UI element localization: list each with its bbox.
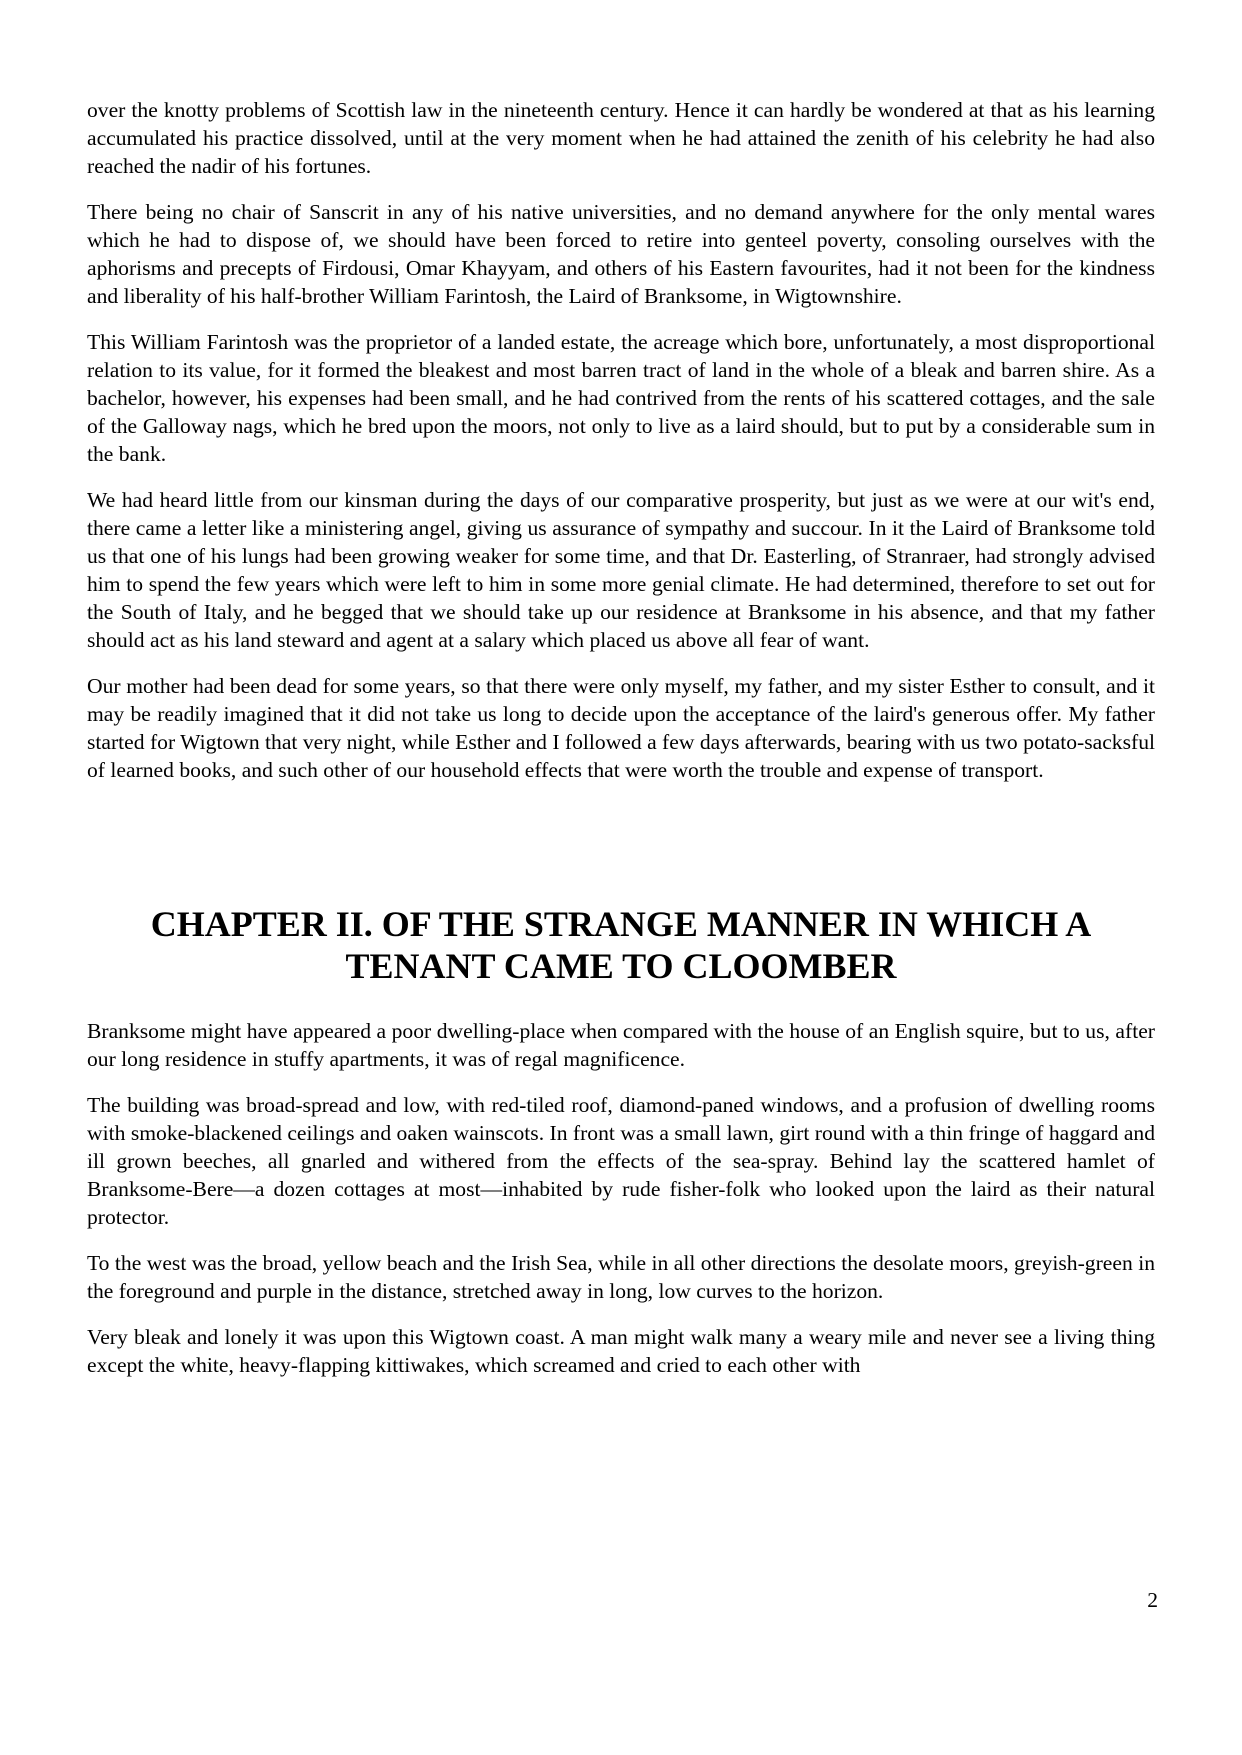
paragraph: Our mother had been dead for some years, so that there were only myself, my father, and my sister Esther to consult, and it may be readily imagined that it did not take us long to decide upon the acceptance of the laird's generous offer. My father started for Wigtown that very night, while Esther and I followed a few days afterwards, bearing with us two potato-sacksful of learned books, and such other of our household effects that were worth the trouble and expense of transport. bbox=[87, 674, 1155, 782]
paragraph: over the knotty problems of Scottish law in the nineteenth century. Hence it can hardly be wondered at that as his learning accumulated his practice dissolved, until at the very moment when he had attained the zenith of his celebrity he had also reached the nadir of his fortunes. bbox=[87, 98, 1155, 178]
chapter-title bbox=[87, 903, 1155, 987]
chapter-title-line: TENANT CAME TO CLOOMBER bbox=[345, 946, 897, 986]
paragraph: To the west was the broad, yellow beach and the Irish Sea, while in all other directions the desolate moors, greyish-green in the foreground and purple in the distance, stretched away in long, low curves to the horizon. bbox=[87, 1251, 1155, 1303]
paragraph: This William Farintosh was the proprietor of a landed estate, the acreage which bore, unfortunately, a most disproportional relation to its value, for it formed the bleakest and most barren tract of land in the whole of a bleak and barren shire. As a bachelor, however, his expenses had been small, and he had contrived from the rents of his scattered cottages, and the sale of the Galloway nags, which he bred upon the moors, not only to live as a laird should, but to put by a considerable sum in the bank. bbox=[87, 330, 1155, 466]
paragraph: Very bleak and lonely it was upon this Wigtown coast. A man might walk many a weary mile and never see a living thing except the white, heavy-flapping kittiwakes, which screamed and cried to each other with bbox=[87, 1325, 1155, 1377]
paragraph: The building was broad-spread and low, with red-tiled roof, diamond-paned windows, and a profusion of dwelling rooms with smoke-blackened ceilings and oaken wainscots. In front was a small lawn, girt round with a thin fringe of haggard and ill grown beeches, all gnarled and withered from the effects of the sea-spray. Behind lay the scattered hamlet of Branksome-Bere—a dozen cottages at most—inhabited by rude fisher-folk who looked upon the laird as their natural protector. bbox=[87, 1093, 1155, 1229]
body-text bbox=[87, 96, 1155, 1397]
paragraph: Branksome might have appeared a poor dwelling-place when compared with the house of an English squire, but to us, after our long residence in stuffy apartments, it was of regal magnificence. bbox=[87, 1019, 1155, 1071]
paragraph: We had heard little from our kinsman during the days of our comparative prosperity, but just as we were at our wit's end, there came a letter like a ministering angel, giving us assurance of sympathy and succour. In it the Laird of Branksome told us that one of his lungs had been growing weaker for some time, and that Dr. Easterling, of Stranraer, had strongly advised him to spend the few years which were left to him in some more genial climate. He had determined, therefore to set out for the South of Italy, and he begged that we should take up our residence at Branksome in his absence, and that my father should act as his land steward and agent at a salary which placed us above all fear of want. bbox=[87, 488, 1155, 652]
paragraph: There being no chair of Sanscrit in any of his native universities, and no demand anywhere for the only mental wares which he had to dispose of, we should have been forced to retire into genteel poverty, consoling ourselves with the aphorisms and precepts of Firdousi, Omar Khayyam, and others of his Eastern favourites, had it not been for the kindness and liberality of his half-brother William Farintosh, the Laird of Branksome, in Wigtownshire. bbox=[87, 200, 1155, 308]
chapter-title-line: CHAPTER II. OF THE STRANGE MANNER IN WHICH A bbox=[150, 904, 1092, 944]
page-number: 2 bbox=[1147, 1588, 1158, 1612]
